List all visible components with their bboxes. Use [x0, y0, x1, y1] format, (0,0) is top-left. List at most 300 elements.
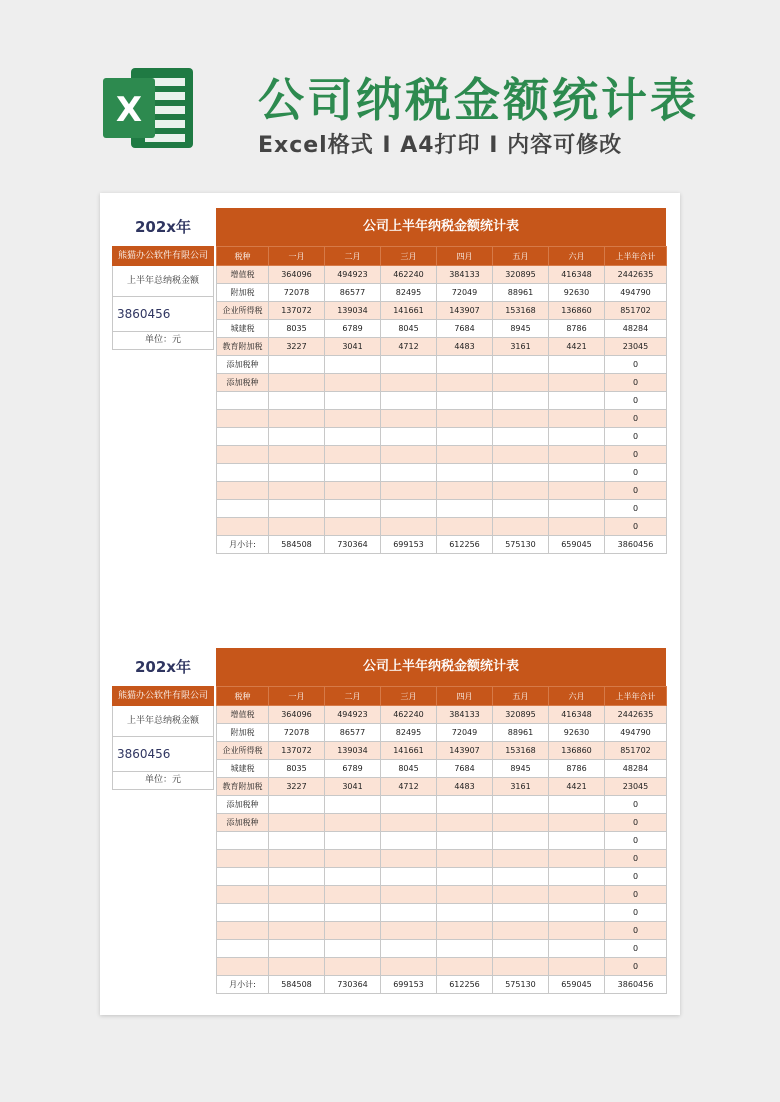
- table-cell[interactable]: [493, 464, 549, 482]
- table-cell[interactable]: [549, 374, 605, 392]
- table-cell[interactable]: 0: [605, 482, 667, 500]
- column-header: 二月: [325, 247, 381, 266]
- table-cell[interactable]: [217, 518, 269, 536]
- table-cell[interactable]: [437, 518, 493, 536]
- table-cell[interactable]: [269, 850, 325, 868]
- table-cell[interactable]: [325, 922, 381, 940]
- table-cell[interactable]: 3227: [269, 338, 325, 356]
- year-label: 202x年: [135, 218, 191, 236]
- table-cell[interactable]: [269, 886, 325, 904]
- table-cell[interactable]: [325, 958, 381, 976]
- table-cell[interactable]: [269, 832, 325, 850]
- table-cell[interactable]: [549, 886, 605, 904]
- table-row: [217, 832, 667, 850]
- table-title: 公司上半年纳税金额统计表: [216, 208, 666, 246]
- table-row: [217, 742, 667, 760]
- table-cell[interactable]: [325, 446, 381, 464]
- table-cell[interactable]: [493, 374, 549, 392]
- table-cell[interactable]: 4421: [549, 778, 605, 796]
- table-cell[interactable]: [325, 868, 381, 886]
- table-cell[interactable]: 7684: [437, 320, 493, 338]
- table-cell[interactable]: 82495: [381, 724, 437, 742]
- column-header: 上半年合计: [605, 687, 667, 706]
- table-cell[interactable]: [493, 886, 549, 904]
- table-cell[interactable]: [381, 464, 437, 482]
- table-cell[interactable]: 92630: [549, 724, 605, 742]
- table-cell[interactable]: 附加税: [217, 284, 269, 302]
- table-row: [217, 958, 667, 976]
- company-name: 熊猫办公软件有限公司: [112, 686, 214, 706]
- table-cell[interactable]: [549, 796, 605, 814]
- table-cell[interactable]: [269, 446, 325, 464]
- table-cell[interactable]: [217, 958, 269, 976]
- table-cell[interactable]: 0: [605, 886, 667, 904]
- table-cell[interactable]: 教育附加税: [217, 778, 269, 796]
- table-cell[interactable]: [493, 446, 549, 464]
- column-header: 四月: [437, 687, 493, 706]
- excel-icon: [101, 60, 197, 155]
- subtotal-cell: 612256: [437, 536, 493, 554]
- total-label: 上半年总纳税金额: [112, 266, 214, 297]
- table-cell[interactable]: [493, 356, 549, 374]
- table-cell[interactable]: 0: [605, 904, 667, 922]
- table-cell[interactable]: [381, 814, 437, 832]
- table-cell[interactable]: [325, 464, 381, 482]
- table-cell[interactable]: 0: [605, 868, 667, 886]
- table-cell[interactable]: 7684: [437, 760, 493, 778]
- svg-text:X: X: [115, 90, 143, 130]
- table-cell[interactable]: 88961: [493, 284, 549, 302]
- table-cell[interactable]: [437, 940, 493, 958]
- table-cell[interactable]: 462240: [381, 266, 437, 284]
- table-row: [217, 410, 667, 428]
- table-cell[interactable]: 48284: [605, 320, 667, 338]
- table-cell[interactable]: [217, 482, 269, 500]
- table-cell[interactable]: 4712: [381, 338, 437, 356]
- table-cell[interactable]: 0: [605, 922, 667, 940]
- table-cell[interactable]: 添加税种: [217, 814, 269, 832]
- table-cell[interactable]: 416348: [549, 706, 605, 724]
- table-cell[interactable]: [437, 392, 493, 410]
- table-cell[interactable]: [437, 410, 493, 428]
- table-cell[interactable]: 0: [605, 410, 667, 428]
- table-cell[interactable]: [437, 958, 493, 976]
- table-cell[interactable]: [325, 886, 381, 904]
- table-cell[interactable]: [269, 958, 325, 976]
- table-cell[interactable]: [269, 392, 325, 410]
- table-cell[interactable]: [381, 518, 437, 536]
- table-cell[interactable]: 0: [605, 796, 667, 814]
- table-cell[interactable]: [549, 940, 605, 958]
- table-row: [217, 464, 667, 482]
- table-cell[interactable]: 3041: [325, 338, 381, 356]
- table-cell[interactable]: 附加税: [217, 724, 269, 742]
- table-cell[interactable]: [269, 868, 325, 886]
- table-row: [217, 428, 667, 446]
- table-cell[interactable]: [549, 814, 605, 832]
- total-amount: 3860456: [112, 297, 214, 332]
- page-header: [0, 0, 780, 180]
- table-cell[interactable]: 141661: [381, 302, 437, 320]
- table-cell[interactable]: [437, 796, 493, 814]
- table-row: [217, 338, 667, 356]
- table-cell[interactable]: [269, 374, 325, 392]
- table-cell[interactable]: 851702: [605, 742, 667, 760]
- table-cell[interactable]: 增值税: [217, 706, 269, 724]
- table-cell[interactable]: 4712: [381, 778, 437, 796]
- table-cell[interactable]: 8035: [269, 320, 325, 338]
- table-cell[interactable]: 384133: [437, 266, 493, 284]
- sheet-page: [100, 193, 680, 1015]
- table-cell[interactable]: [381, 374, 437, 392]
- table-cell[interactable]: [437, 356, 493, 374]
- table-cell[interactable]: 153168: [493, 302, 549, 320]
- table-cell[interactable]: [325, 500, 381, 518]
- table-cell[interactable]: 494790: [605, 724, 667, 742]
- table-cell[interactable]: 3161: [493, 778, 549, 796]
- table-cell[interactable]: [325, 410, 381, 428]
- table-cell[interactable]: 3161: [493, 338, 549, 356]
- table-cell[interactable]: 城建税: [217, 320, 269, 338]
- table-cell[interactable]: [493, 832, 549, 850]
- table-cell[interactable]: [549, 428, 605, 446]
- subtotal-cell: 月小计:: [217, 976, 269, 994]
- column-header: 税种: [217, 247, 269, 266]
- table-cell[interactable]: 8945: [493, 320, 549, 338]
- table-cell[interactable]: [217, 868, 269, 886]
- table-cell[interactable]: [381, 940, 437, 958]
- table-cell[interactable]: [437, 832, 493, 850]
- table-cell[interactable]: [437, 482, 493, 500]
- table-row: [217, 904, 667, 922]
- table-cell[interactable]: 8045: [381, 320, 437, 338]
- table-cell[interactable]: [381, 500, 437, 518]
- table-cell[interactable]: 2442635: [605, 266, 667, 284]
- table-cell[interactable]: 92630: [549, 284, 605, 302]
- table-cell[interactable]: 8045: [381, 760, 437, 778]
- table-cell[interactable]: [381, 832, 437, 850]
- table-row: [217, 886, 667, 904]
- table-cell[interactable]: [381, 356, 437, 374]
- table-row: [217, 356, 667, 374]
- table-cell[interactable]: [269, 464, 325, 482]
- table-cell[interactable]: 72078: [269, 284, 325, 302]
- table-cell[interactable]: [269, 940, 325, 958]
- table-cell[interactable]: [269, 814, 325, 832]
- table-cell[interactable]: [217, 428, 269, 446]
- column-header: 六月: [549, 247, 605, 266]
- table-cell[interactable]: [493, 958, 549, 976]
- table-cell[interactable]: [217, 392, 269, 410]
- subtotal-cell: 659045: [549, 536, 605, 554]
- table-cell[interactable]: 城建税: [217, 760, 269, 778]
- table-cell[interactable]: 137072: [269, 742, 325, 760]
- table-cell[interactable]: [269, 356, 325, 374]
- table-cell[interactable]: 320895: [493, 706, 549, 724]
- table-cell[interactable]: [381, 410, 437, 428]
- table-cell[interactable]: [325, 814, 381, 832]
- table-cell[interactable]: [269, 904, 325, 922]
- table-cell[interactable]: 86577: [325, 284, 381, 302]
- table-cell[interactable]: [437, 904, 493, 922]
- table-cell[interactable]: 136860: [549, 302, 605, 320]
- table-cell[interactable]: [325, 904, 381, 922]
- table-cell[interactable]: [325, 392, 381, 410]
- table-cell[interactable]: [217, 940, 269, 958]
- table-cell[interactable]: 153168: [493, 742, 549, 760]
- table-cell[interactable]: [325, 518, 381, 536]
- table-cell[interactable]: [493, 428, 549, 446]
- table-cell[interactable]: [381, 922, 437, 940]
- table-cell[interactable]: 364096: [269, 706, 325, 724]
- table-row: [217, 940, 667, 958]
- table-cell[interactable]: [437, 922, 493, 940]
- table-cell[interactable]: 添加税种: [217, 796, 269, 814]
- table-cell[interactable]: [549, 518, 605, 536]
- table-cell[interactable]: [493, 500, 549, 518]
- table-cell[interactable]: [549, 850, 605, 868]
- table-cell[interactable]: [325, 850, 381, 868]
- table-cell[interactable]: [437, 428, 493, 446]
- table-cell[interactable]: 136860: [549, 742, 605, 760]
- table-cell[interactable]: [381, 392, 437, 410]
- table-cell[interactable]: [493, 392, 549, 410]
- table-row: [217, 850, 667, 868]
- table-cell[interactable]: 4483: [437, 338, 493, 356]
- table-cell[interactable]: [493, 482, 549, 500]
- table-cell[interactable]: [325, 428, 381, 446]
- table-cell[interactable]: [381, 850, 437, 868]
- table-cell[interactable]: 82495: [381, 284, 437, 302]
- table-cell[interactable]: 0: [605, 940, 667, 958]
- page-title: 公司纳税金额统计表: [258, 73, 699, 127]
- table-cell[interactable]: [269, 410, 325, 428]
- table-cell[interactable]: [549, 392, 605, 410]
- table-cell[interactable]: [381, 796, 437, 814]
- table-cell[interactable]: 0: [605, 374, 667, 392]
- table-cell[interactable]: 143907: [437, 742, 493, 760]
- table-cell[interactable]: 416348: [549, 266, 605, 284]
- table-cell[interactable]: 141661: [381, 742, 437, 760]
- table-cell[interactable]: [381, 958, 437, 976]
- table-cell[interactable]: 0: [605, 446, 667, 464]
- table-cell[interactable]: 0: [605, 518, 667, 536]
- column-header: 一月: [269, 247, 325, 266]
- table-cell[interactable]: [217, 464, 269, 482]
- company-name: 熊猫办公软件有限公司: [112, 246, 214, 266]
- table-cell[interactable]: [437, 886, 493, 904]
- table-cell[interactable]: [493, 410, 549, 428]
- table-cell[interactable]: 48284: [605, 760, 667, 778]
- table-cell[interactable]: [493, 922, 549, 940]
- table-cell[interactable]: [381, 904, 437, 922]
- table-cell[interactable]: 462240: [381, 706, 437, 724]
- table-cell[interactable]: 0: [605, 832, 667, 850]
- table-cell[interactable]: 851702: [605, 302, 667, 320]
- table-cell[interactable]: [269, 482, 325, 500]
- table-cell[interactable]: 23045: [605, 338, 667, 356]
- table-cell[interactable]: [549, 958, 605, 976]
- table-cell[interactable]: 8786: [549, 320, 605, 338]
- table-cell[interactable]: [381, 886, 437, 904]
- column-header: 五月: [493, 687, 549, 706]
- table-cell[interactable]: 86577: [325, 724, 381, 742]
- column-header: 一月: [269, 687, 325, 706]
- table-cell[interactable]: 494923: [325, 266, 381, 284]
- subtotal-cell: 575130: [493, 976, 549, 994]
- table-cell[interactable]: [269, 922, 325, 940]
- table-cell[interactable]: [217, 446, 269, 464]
- table-cell[interactable]: [325, 832, 381, 850]
- table-cell[interactable]: 添加税种: [217, 356, 269, 374]
- table-cell[interactable]: [493, 850, 549, 868]
- table-cell[interactable]: 4421: [549, 338, 605, 356]
- table-cell[interactable]: 0: [605, 958, 667, 976]
- table-cell[interactable]: [217, 904, 269, 922]
- table-cell[interactable]: [493, 814, 549, 832]
- subtotal-cell: 月小计:: [217, 536, 269, 554]
- table-cell[interactable]: [549, 482, 605, 500]
- table-row: [217, 778, 667, 796]
- table-cell[interactable]: 6789: [325, 760, 381, 778]
- table-cell[interactable]: [269, 518, 325, 536]
- total-label: 上半年总纳税金额: [112, 706, 214, 737]
- table-row: [217, 392, 667, 410]
- unit-label: 单位：元: [112, 332, 214, 350]
- table-cell[interactable]: 72078: [269, 724, 325, 742]
- table-cell[interactable]: 139034: [325, 742, 381, 760]
- table-cell[interactable]: [549, 904, 605, 922]
- table-cell[interactable]: 88961: [493, 724, 549, 742]
- table-cell[interactable]: [381, 868, 437, 886]
- table-cell[interactable]: [269, 428, 325, 446]
- column-header: 上半年合计: [605, 247, 667, 266]
- table-cell[interactable]: [549, 922, 605, 940]
- table-cell[interactable]: [325, 356, 381, 374]
- table-cell[interactable]: [549, 464, 605, 482]
- table-cell[interactable]: 4483: [437, 778, 493, 796]
- table-cell[interactable]: [549, 356, 605, 374]
- table-row: [217, 446, 667, 464]
- tax-table-panel: [216, 648, 666, 994]
- table-cell[interactable]: [437, 868, 493, 886]
- table-cell[interactable]: [549, 446, 605, 464]
- table-cell[interactable]: 2442635: [605, 706, 667, 724]
- table-cell[interactable]: 0: [605, 428, 667, 446]
- table-cell[interactable]: 320895: [493, 266, 549, 284]
- table-cell[interactable]: 384133: [437, 706, 493, 724]
- table-cell[interactable]: 增值税: [217, 266, 269, 284]
- table-cell[interactable]: 添加税种: [217, 374, 269, 392]
- subtotal-cell: 699153: [381, 536, 437, 554]
- table-cell[interactable]: 143907: [437, 302, 493, 320]
- table-cell[interactable]: 教育附加税: [217, 338, 269, 356]
- column-header: 税种: [217, 687, 269, 706]
- table-cell[interactable]: [217, 886, 269, 904]
- table-cell[interactable]: 企业所得税: [217, 302, 269, 320]
- subtotal-cell: 659045: [549, 976, 605, 994]
- table-cell[interactable]: 0: [605, 392, 667, 410]
- table-cell[interactable]: [325, 374, 381, 392]
- table-cell[interactable]: [549, 832, 605, 850]
- table-cell[interactable]: 6789: [325, 320, 381, 338]
- table-cell[interactable]: 3041: [325, 778, 381, 796]
- table-cell[interactable]: [437, 500, 493, 518]
- table-cell[interactable]: [325, 482, 381, 500]
- table-cell[interactable]: [381, 482, 437, 500]
- table-cell[interactable]: [381, 446, 437, 464]
- tax-summary-block: [112, 208, 668, 563]
- table-cell[interactable]: [325, 796, 381, 814]
- summary-panel: [112, 648, 214, 790]
- table-cell[interactable]: 72049: [437, 284, 493, 302]
- table-cell[interactable]: [217, 500, 269, 518]
- table-row: [217, 302, 667, 320]
- tax-table: [216, 686, 667, 994]
- table-cell[interactable]: 0: [605, 814, 667, 832]
- table-cell[interactable]: 494923: [325, 706, 381, 724]
- table-cell[interactable]: 364096: [269, 266, 325, 284]
- table-cell[interactable]: [437, 446, 493, 464]
- table-cell[interactable]: 72049: [437, 724, 493, 742]
- table-cell[interactable]: 0: [605, 500, 667, 518]
- table-cell[interactable]: [217, 850, 269, 868]
- table-cell[interactable]: [549, 868, 605, 886]
- table-cell[interactable]: [437, 850, 493, 868]
- table-cell[interactable]: [437, 374, 493, 392]
- table-cell[interactable]: [217, 410, 269, 428]
- table-cell[interactable]: [217, 832, 269, 850]
- table-cell[interactable]: 0: [605, 356, 667, 374]
- table-cell[interactable]: [217, 922, 269, 940]
- table-cell[interactable]: [269, 500, 325, 518]
- table-cell[interactable]: [437, 464, 493, 482]
- table-cell[interactable]: 8945: [493, 760, 549, 778]
- table-cell[interactable]: 23045: [605, 778, 667, 796]
- unit-label: 单位：元: [112, 772, 214, 790]
- table-header-row: [217, 247, 667, 266]
- table-cell[interactable]: [493, 868, 549, 886]
- table-cell[interactable]: 8035: [269, 760, 325, 778]
- table-cell[interactable]: [549, 410, 605, 428]
- table-cell[interactable]: 8786: [549, 760, 605, 778]
- table-cell[interactable]: 企业所得税: [217, 742, 269, 760]
- table-cell[interactable]: [493, 518, 549, 536]
- table-cell[interactable]: 494790: [605, 284, 667, 302]
- table-cell[interactable]: 0: [605, 850, 667, 868]
- table-row: [217, 796, 667, 814]
- tax-table: [216, 246, 667, 554]
- table-cell[interactable]: [325, 940, 381, 958]
- subtotal-cell: 730364: [325, 976, 381, 994]
- table-cell[interactable]: [549, 500, 605, 518]
- table-cell[interactable]: [493, 796, 549, 814]
- year-label: 202x年: [135, 658, 191, 676]
- table-cell[interactable]: [493, 904, 549, 922]
- table-row: [217, 724, 667, 742]
- table-cell[interactable]: 3227: [269, 778, 325, 796]
- table-cell[interactable]: 0: [605, 464, 667, 482]
- table-cell[interactable]: 137072: [269, 302, 325, 320]
- table-cell[interactable]: [269, 796, 325, 814]
- table-cell[interactable]: [493, 940, 549, 958]
- column-header: 二月: [325, 687, 381, 706]
- table-cell[interactable]: [381, 428, 437, 446]
- table-row: [217, 922, 667, 940]
- subtotal-cell: 584508: [269, 976, 325, 994]
- table-cell[interactable]: 139034: [325, 302, 381, 320]
- table-cell[interactable]: [437, 814, 493, 832]
